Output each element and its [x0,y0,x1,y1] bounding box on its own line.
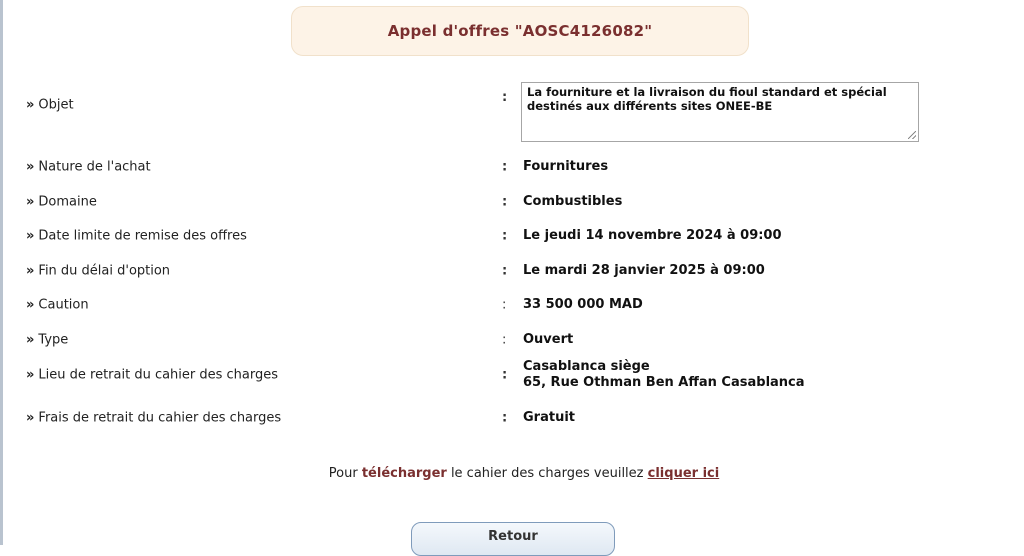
field-row-lieu-retrait [0,359,1024,391]
bullet-icon: » [26,263,35,279]
field-value-frais-retrait: Gratuit [523,410,575,425]
bullet-icon: » [26,410,35,426]
field-separator: : [502,367,508,383]
field-value-domaine: Combustibles [523,194,623,209]
field-separator: : [502,263,508,279]
field-label-caution: » Caution [26,297,89,313]
field-label-date-limite: » Date limite de remise des offres [26,228,247,244]
field-value-type: Ouvert [523,332,574,347]
field-row-date-limite [0,221,1024,251]
bullet-icon: » [26,97,35,113]
field-value-date-limite: Le jeudi 14 novembre 2024 à 09:00 [523,228,782,243]
field-label-fin-option: » Fin du délai d'option [26,263,171,279]
field-separator: : [502,297,507,313]
field-separator: : [502,410,508,426]
bullet-icon: » [26,297,35,313]
field-label-lieu-retrait: » Lieu de retrait du cahier des charges [26,367,279,383]
field-row-caution [0,290,1024,320]
field-label-nature: » Nature de l'achat [26,159,151,175]
bullet-icon: » [26,367,35,383]
title-panel [291,6,749,56]
field-separator: : [502,90,508,105]
field-row-domaine [0,187,1024,217]
bullet-icon: » [26,332,35,348]
field-label-type: » Type [26,332,69,348]
field-label-domaine: » Domaine [26,194,97,210]
download-link[interactable]: cliquer ici [647,466,720,481]
download-keyword: télécharger [361,466,447,481]
field-row-nature [0,152,1024,182]
field-label-objet: » Objet [26,97,74,113]
lieu-retrait-line-2: 65, Rue Othman Ben Affan Casablanca [523,375,805,390]
resize-grip-icon[interactable] [908,131,916,139]
bullet-icon: » [26,228,35,244]
field-separator: : [502,228,508,244]
page-title: Appel d'offres "AOSC4126082" [387,22,653,40]
bullet-icon: » [26,194,35,210]
retour-button[interactable]: Retour [411,522,615,556]
field-row-type [0,325,1024,355]
field-row-fin-option [0,256,1024,286]
bullet-icon: » [26,159,35,175]
field-value-lieu-retrait [523,359,805,391]
objet-text: La fourniture et la livraison du fioul standard et spécial destinés aux différents sites ONEE-BE [527,85,887,113]
objet-textarea[interactable] [521,82,919,142]
field-label-frais-retrait: » Frais de retrait du cahier des charges [26,410,282,426]
field-separator: : [502,332,507,348]
field-separator: : [502,159,508,175]
field-separator: : [502,194,508,210]
download-instructions: Pour télécharger le cahier des charges veuillez cliquer ici [328,466,720,481]
field-value-caution: 33 500 000 MAD [523,297,643,312]
field-value-fin-option: Le mardi 28 janvier 2025 à 09:00 [523,263,765,278]
lieu-retrait-line-1: Casablanca siège [523,359,650,374]
field-value-nature: Fournitures [523,159,609,174]
field-row-frais-retrait [0,403,1024,433]
